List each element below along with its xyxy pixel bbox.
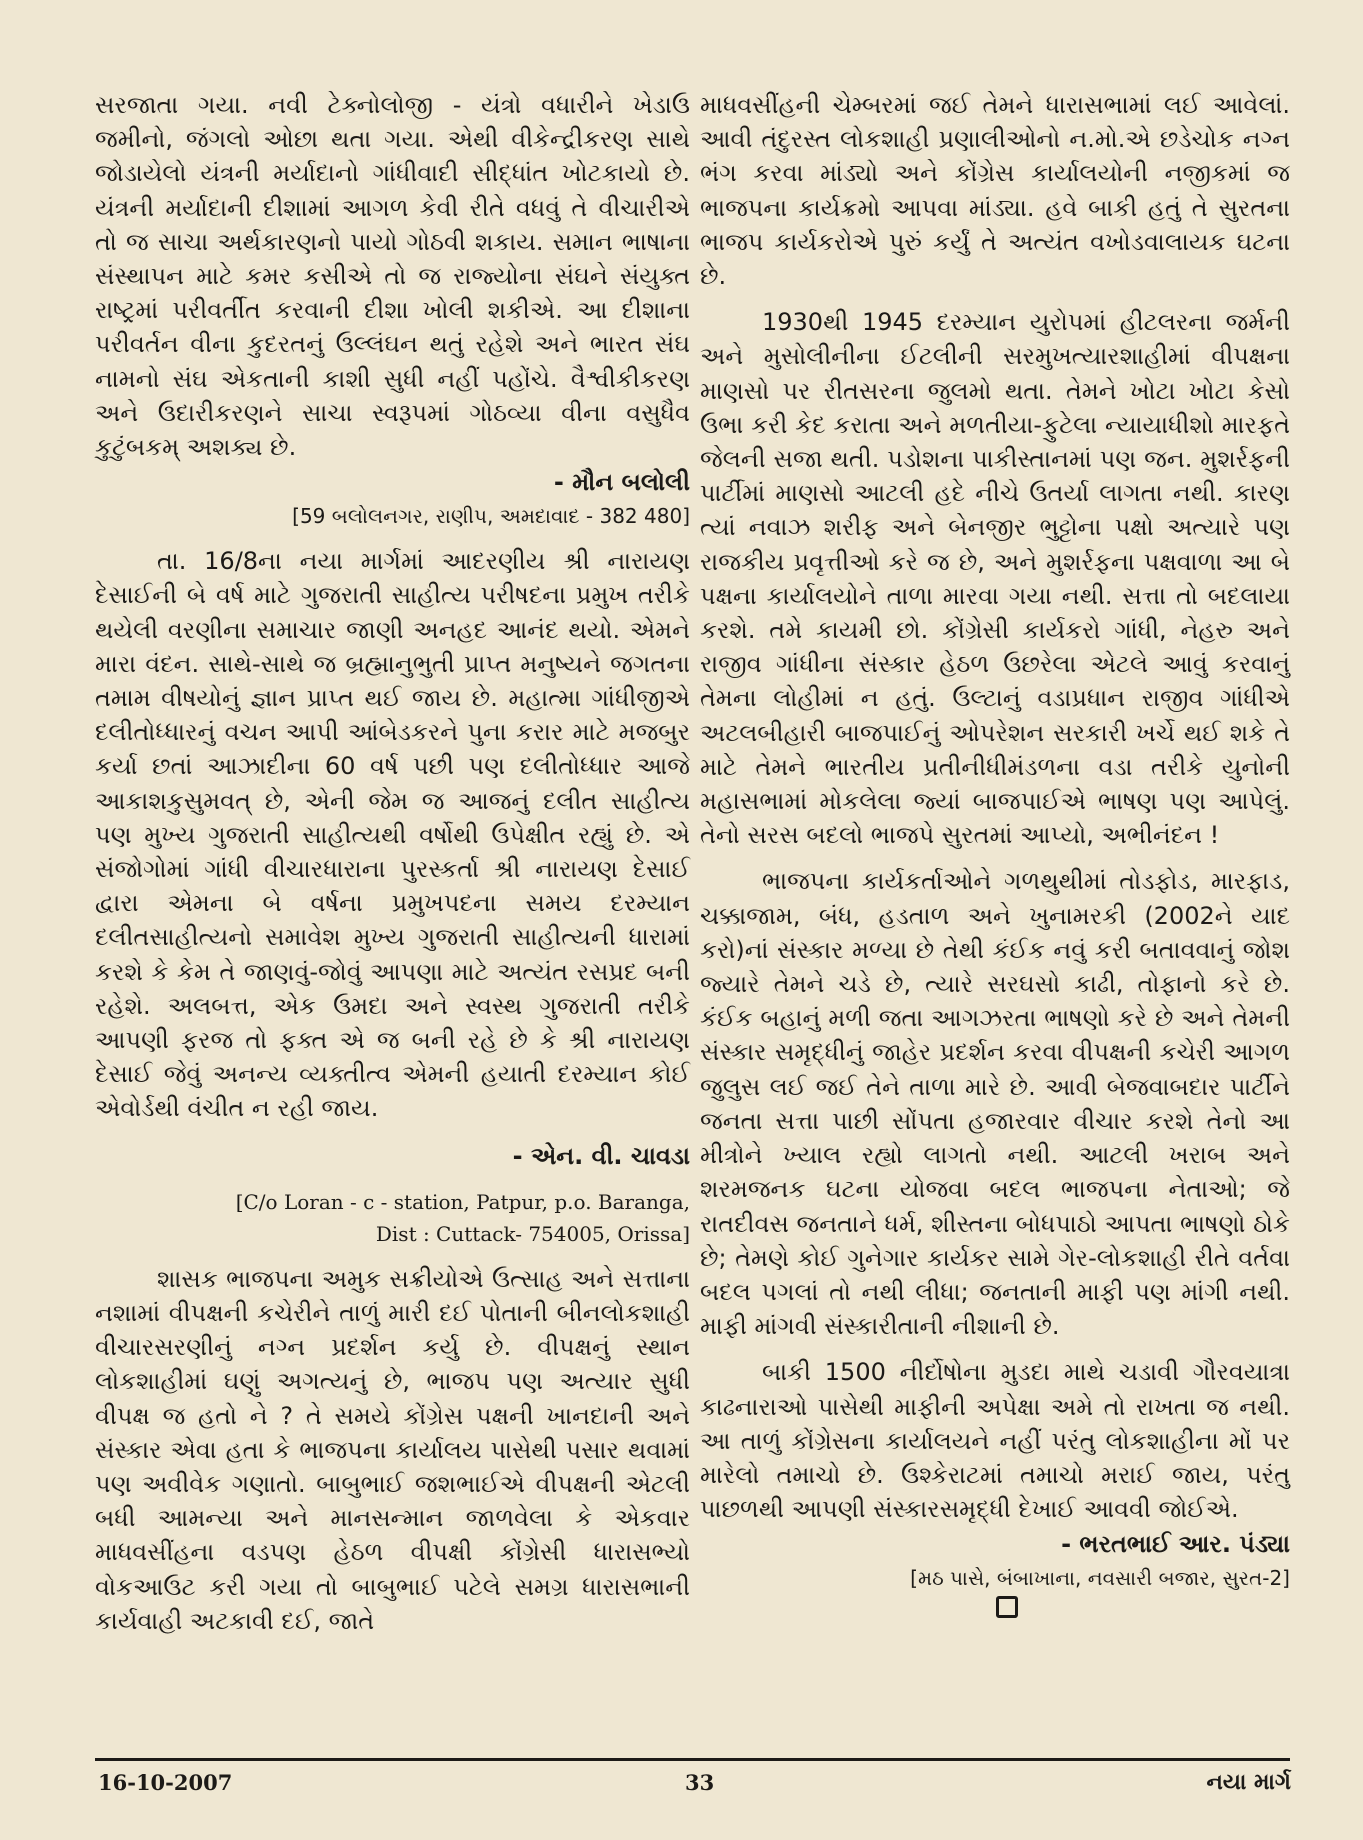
article-paragraph: માધવસીંહની ચેમ્બરમાં જઈ તેમને ધારાસભામાં લઈ આવેલાં. આવી તંદુરસ્ત લોકશાહી પ્રણાલીઓનો ન.મો.એ છડેચોક નગ્ન ભંગ કરવા માંડ્યો અને કોંગ્રેસ કાર્યાલયોની નજીકમાં જ ભાજપના કાર્યક્રમો આપવા માંડ્યા. હવે બાકી હતું તે સુરતના ભાજપ કાર્યકરોએ પુરું કર્યું તે અત્યંત વખોડવાલાયક ઘટના છે. — [700, 91, 1290, 291]
page-number: 33 — [685, 1770, 715, 1795]
right-column — [700, 88, 1290, 1618]
article-paragraph: તા. 16/8ના નયા માર્ગમાં આદરણીય શ્રી નારાયણ દેસાઈની બે વર્ષ માટે ગુજરાતી સાહીત્ય પરીષદના પ્રમુખ તરીકે થયેલી વરણીના સમાચાર જાણી અનહદ આનંદ થયો. એમને મારા વંદન. સાથે-સાથે જ બ્રહ્માનુભુતી પ્રાપ્ત મનુષ્યને જગતના તમામ વીષયોનું જ્ઞાન પ્રાપ્ત થઈ જાય છે. મહાત્મા ગાંધીજીએ દલીતોધ્ધારનું વચન આપી આંબેડકરને પુના કરાર માટે મજબુર કર્યા છતાં આઝાદીના 60 વર્ષ પછી પણ દલીતોધ્ધાર આજે આકાશકુસુમવત્ છે, એની જેમ જ આજનું દલીત સાહીત્ય પણ મુખ્ય ગુજરાતી સાહીત્યથી વર્ષોથી ઉપેક્ષીત રહ્યું છે. એ સંજોગોમાં ગાંધી વીચારધારાના પુરસ્કર્તા શ્રી નારાયણ દેસાઈ દ્વારા એમના બે વર્ષના પ્રમુખપદના સમય દરમ્યાન દલીતસાહીત્યનો સમાવેશ મુખ્ય ગુજરાતી સાહીત્યની ધારામાં કરશે કે કેમ તે જાણવું-જોવું આપણા માટે અત્યંત રસપ્રદ બની રહેશે. અલબત્ત, એક ઉમદા અને સ્વસ્થ ગુજરાતી તરીકે આપણી ફરજ તો ફક્ત એ જ બની રહે છે કે શ્રી નારાયણ દેસાઈ જેવું અનન્ય વ્યક્તીત્વ એમની હયાતી દરમ્યાન કોઈ એવોર્ડથી વંચીત ન રહી જાય. — [95, 547, 690, 1123]
author-address-line: [C/o Loran - c - station, Patpur, p.o. Baranga, — [235, 1189, 690, 1214]
magazine-name: નયા માર્ગ — [1206, 1770, 1291, 1795]
article-paragraph: ભાજપના કાર્યકર્તાઓને ગળથુથીમાં તોડફોડ, મારફાડ, ચક્કાજામ, બંધ, હડતાળ અને ખુનામરકી (2002ને યાદ કરો)નાં સંસ્કાર મળ્યા છે તેથી કંઈક નવું કરી બતાવવાનું જોશ જ્યારે તેમને ચડે છે, ત્યારે સરઘસો કાઢી, તોફાનો કરે છે. કંઈક બહાનું મળી જતા આગઝરતા ભાષણો કરે છે અને તેમની સંસ્કાર સમૃદ્ધીનું જાહેર પ્રદર્શન કરવા વીપક્ષની કચેરી આગળ જુલુસ લઈ જઈ તેને તાળા મારે છે. આવી બેજવાબદાર પાર્ટીને જનતા સત્તા પાછી સોંપતા હજારવાર વીચાર કરશે તેનો આ મીત્રોને ખ્યાલ રહ્યો લાગતો નથી. આટલી ખરાબ અને શરમજનક ઘટના યોજવા બદલ ભાજપના નેતાઓ; જે રાતદીવસ જનતાને ધર્મ, શીસ્તના બોધપાઠો આપતા ભાષણો ઠોકે છે; તેમણે કોઈ ગુનેગાર કાર્યકર સામે ગેર-લોકશાહી રીતે વર્તવા બદલ પગલાં તો નથી લીધા; જનતાની માફી પણ માંગી નથી. માફી માંગવી સંસ્કારીતાની નીશાની છે. — [700, 867, 1290, 1341]
author-address-line: Dist : Cuttack- 754005, Orissa] — [375, 1221, 690, 1246]
author-signature: - ભરતભાઈ આર. પંડ્યા — [1061, 1530, 1290, 1559]
left-column — [95, 88, 690, 1638]
article-paragraph: શાસક ભાજપના અમુક સક્રીયોએ ઉત્સાહ અને સત્તાના નશામાં વીપક્ષની કચેરીને તાળું મારી દઈ પોતાની બીનલોકશાહી વીચારસરણીનું નગ્ન પ્રદર્શન કર્યુ છે. વીપક્ષનું સ્થાન લોકશાહીમાં ઘણું અગત્યનું છે, ભાજપ પણ અત્યાર સુધી વીપક્ષ જ હતો ને ? તે સમયે કોંગ્રેસ પક્ષની ખાનદાની અને સંસ્કાર એવા હતા કે ભાજપના કાર્યાલય પાસેથી પસાર થવામાં પણ અવીવેક ગણાતો. બાબુભાઈ જશભાઈએ વીપક્ષની એટલી બધી આમન્યા અને માનસન્માન જાળવેલા કે એકવાર માધવસીંહના વડપણ હેઠળ વીપક્ષી કોંગ્રેસી ધારાસભ્યો વોકઆઉટ કરી ગયા તો બાબુભાઈ પટેલે સમગ્ર ધારાસભાની કાર્યવાહી અટકાવી દઈ, જાતે — [95, 1264, 690, 1635]
article-paragraph: સરજાતા ગયા. નવી ટેક્નોલોજી - યંત્રો વધારીને ખેડાઉ જમીનો, જંગલો ઓછા થતા ગયા. એથી વીકેન્દ્રીકરણ સાથે જોડાયેલો યંત્રની મર્યાદાનો ગાંધીવાદી સીદ્ધાંત ખોટકાયો છે. યંત્રની મર્યાદાની દીશામાં આગળ કેવી રીતે વધવું તે વીચારીએ તો જ સાચા અર્થકારણનો પાયો ગોઠવી શકાય. સમાન ભાષાના સંસ્થાપન માટે કમર કસીએ તો જ રાજ્યોના સંઘને સંયુક્ત રાષ્ટ્રમાં પરીવર્તીત કરવાની દીશા ખોલી શકીએ. આ દીશાના પરીવર્તન વીના કુદરતનું ઉલ્લંઘન થતું રહેશે અને ભારત સંઘ નામનો સંઘ એકતાની કાશી સુધી નહીં પહોંચે. વૈશ્વીકીકરણ અને ઉદારીકરણને સાચા સ્વરૂપમાં ગોઠવ્યા વીના વસુધૈવ કુટુંબકમ્ અશક્ય છે. — [95, 91, 690, 462]
article-paragraph: બાકી 1500 નીર્દોષોના મુડદા માથે ચડાવી ગૌરવયાત્રા કાઢનારાઓ પાસેથી માફીની અપેક્ષા અમે તો રાખતા જ નથી. આ તાળું કોંગ્રેસના કાર્યાલયને નહીં પરંતુ લોકશાહીના મોં પર મારેલો તમાચો છે. ઉશ્કેરાટમાં તમાચો મરાઈ જાય, પરંતુ પાછળથી આપણી સંસ્કારસમૃદ્ધી દેખાઈ આવવી જોઈએ. — [700, 1358, 1290, 1524]
author-address: [મઠ પાસે, બંબાખાના, નવસારી બજાર, સુરત-2] — [910, 1566, 1290, 1591]
footer-rule — [95, 1758, 1290, 1761]
article-paragraph: 1930થી 1945 દરમ્યાન યુરોપમાં હીટલરના જર્મની અને મુસોલીનીના ઈટલીની સરમુખત્યારશાહીમાં વીપક્ષના માણસો પર રીતસરના જુલમો થતા. તેમને ખોટા ખોટા કેસો ઉભા કરી કેદ કરાતા અને મળતીયા-ફુટેલા ન્યાયાધીશો મારફતે જેલની સજા થતી. પડોશના પાકીસ્તાનમાં પણ જન. મુશર્રફની પાર્ટીમાં માણસો આટલી હદે નીચે ઉતર્યા લાગતા નથી. કારણ ત્યાં નવાઝ શરીફ અને બેનજીર ભુટ્ટોના પક્ષો અત્યારે પણ રાજકીય પ્રવૃત્તીઓ કરે જ છે, અને મુશર્રફના પક્ષવાળા આ બે પક્ષના કાર્યાલયોને તાળા મારવા ગયા નથી. સત્તા તો બદલાયા કરશે. તમે કાયમી છો. કોંગ્રેસી કાર્યકરો ગાંધી, નેહરુ અને રાજીવ ગાંધીના સંસ્કાર હેઠળ ઉછરેલા એટલે આવું કરવાનું તેમના લોહીમાં ન હતું. ઉલ્ટાનું વડાપ્રધાન રાજીવ ગાંધીએ અટલબીહારી બાજપાઈનું ઓપરેશન સરકારી ખર્ચે થઈ શકે તે માટે તેમને ભારતીય પ્રતીનીધીમંડળના વડા તરીકે યુનોની મહાસભામાં મોકલેલા જ્યાં બાજપાઈએ ભાષણ પણ આપેલું. તેનો સરસ બદલો ભાજપે સુરતમાં આપ્યો, અભીનંદન ! — [700, 308, 1290, 850]
author-address: [59 બલોલનગર, રાણીપ, અમદાવાદ - 382 480] — [292, 504, 690, 529]
author-signature: - એન. વી. ચાવડા — [512, 1141, 690, 1170]
footer-date: 16-10-2007 — [98, 1770, 233, 1795]
end-of-article-icon — [996, 1596, 1018, 1618]
author-signature: - મૌન બલોલી — [553, 468, 690, 497]
